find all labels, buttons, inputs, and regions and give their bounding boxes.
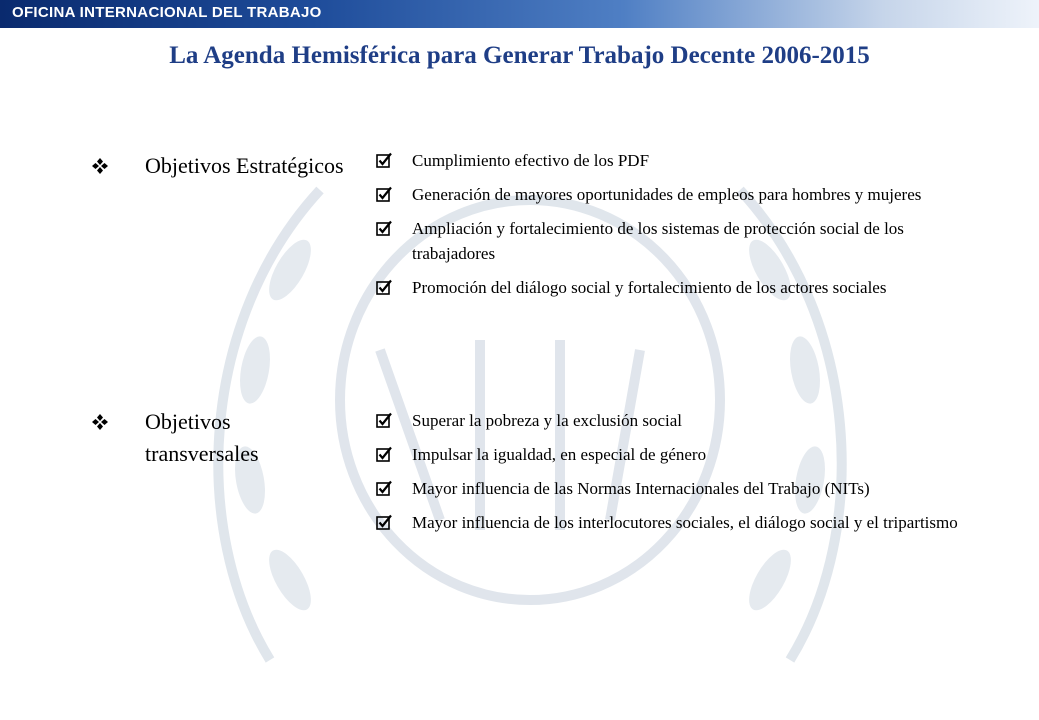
four-diamond-bullet-icon [92,414,108,430]
list-item [376,216,976,266]
list-item [376,275,976,300]
objetivos-transversales-list [376,408,976,544]
list-item [376,476,976,501]
list-item-text: Mayor influencia de los interlocutores sociales, el diálogo social y el tripartismo [412,513,958,532]
checked-checkbox-icon [376,480,392,496]
checked-checkbox-icon [376,446,392,462]
checked-checkbox-icon [376,186,392,202]
list-item-text: Impulsar la igualdad, en especial de género [412,445,707,464]
header-organization-name: OFICINA INTERNACIONAL DEL TRABAJO [12,4,322,21]
checked-checkbox-icon [376,152,392,168]
checked-checkbox-icon [376,514,392,530]
list-item-text: Promoción del diálogo social y fortalecimiento de los actores sociales [412,278,887,297]
four-diamond-bullet-icon [92,158,108,174]
list-item-text: Ampliación y fortalecimiento de los sistemas de protección social de los trabajadores [412,219,904,263]
list-item-text: Mayor influencia de las Normas Internacionales del Trabajo (NITs) [412,479,870,498]
list-item [376,148,976,173]
list-item [376,442,976,467]
section-heading-text: Objetivos Estratégicos [145,153,344,178]
list-item [376,510,976,535]
section-heading-text: Objetivos transversales [145,409,259,466]
list-item [376,408,976,433]
page-title: La Agenda Hemisférica para Generar Trabajo Decente 2006-2015 [169,42,870,69]
header-bar [0,0,1039,28]
objetivos-estrategicos-list [376,148,976,309]
list-item-text: Superar la pobreza y la exclusión social [412,411,683,430]
list-item-text: Cumplimiento efectivo de los PDF [412,151,650,170]
checked-checkbox-icon [376,279,392,295]
list-item [376,182,976,207]
checked-checkbox-icon [376,412,392,428]
checked-checkbox-icon [376,220,392,236]
list-item-text: Generación de mayores oportunidades de empleos para hombres y mujeres [412,185,922,204]
